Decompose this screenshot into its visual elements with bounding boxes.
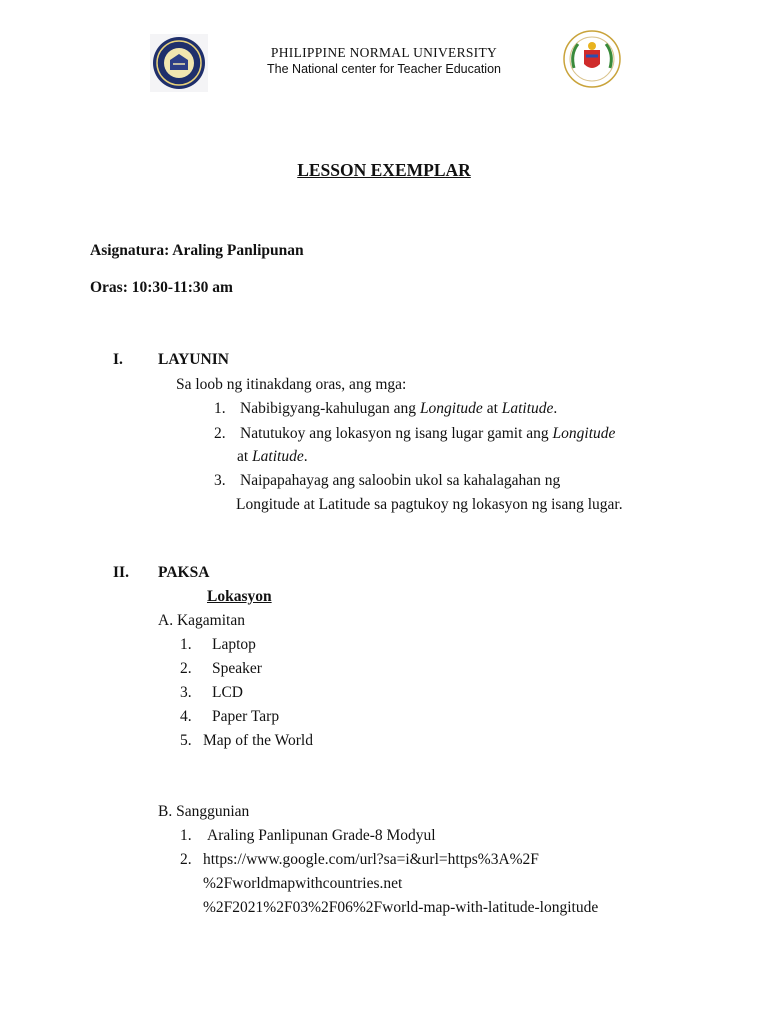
pnu-mindanao-seal-logo bbox=[560, 28, 624, 90]
material-number: 3. bbox=[180, 684, 192, 701]
objective-1-term2: Latitude bbox=[501, 400, 554, 417]
material-number: 5. bbox=[180, 732, 192, 749]
section1-numeral: I. bbox=[113, 351, 123, 368]
reference-link-line2[interactable]: %2Fworldmapwithcountries.net bbox=[203, 875, 403, 892]
university-name: PHILIPPINE NORMAL UNIVERSITY bbox=[270, 45, 498, 60]
section1-heading: LAYUNIN bbox=[158, 351, 229, 368]
reference-number: 2. bbox=[180, 851, 192, 868]
time-line: Oras: 10:30-11:30 am bbox=[90, 279, 233, 296]
objective-number: 2. bbox=[214, 425, 226, 442]
material-item: Map of the World bbox=[203, 732, 313, 749]
reference-item: Araling Panlipunan Grade-8 Modyul bbox=[207, 827, 436, 844]
references-label: B. Sanggunian bbox=[158, 803, 250, 820]
material-item: LCD bbox=[212, 684, 243, 701]
objective-3-line1: Naipapahayag ang saloobin ukol sa kahalagahan ng bbox=[240, 472, 561, 489]
materials-label: A. Kagamitan bbox=[158, 612, 245, 629]
objective-1-mid: at bbox=[482, 400, 502, 417]
objective-3-line2: Longitude at Latitude sa pagtukoy ng lokasyon ng isang lugar. bbox=[236, 496, 623, 513]
section2-heading: PAKSA bbox=[158, 564, 210, 581]
page-title: LESSON EXEMPLAR bbox=[297, 160, 471, 180]
reference-link-line3[interactable]: %2F2021%2F03%2F06%2Fworld-map-with-latitude-longitude bbox=[203, 899, 599, 916]
section1-intro: Sa loob ng itinakdang oras, ang mga: bbox=[176, 376, 407, 393]
header-text bbox=[0, 44, 768, 77]
section2-numeral: II. bbox=[113, 564, 129, 581]
university-tagline: The National center for Teacher Education bbox=[267, 62, 501, 76]
material-number: 2. bbox=[180, 660, 192, 677]
material-number: 1. bbox=[180, 636, 192, 653]
objective-2-post: . bbox=[303, 448, 308, 465]
objective-2-term1: Longitude bbox=[552, 425, 616, 442]
objective-number: 1. bbox=[214, 400, 226, 417]
objective-2-pre: Natutukoy ang lokasyon ng isang lugar gamit ang bbox=[240, 425, 553, 442]
subject-line: Asignatura: Araling Panlipunan bbox=[90, 242, 304, 259]
material-item: Laptop bbox=[212, 636, 256, 653]
material-number: 4. bbox=[180, 708, 192, 725]
topic-title: Lokasyon bbox=[207, 588, 272, 605]
objective-2-line2 bbox=[237, 447, 308, 467]
objective-1-term1: Longitude bbox=[419, 400, 483, 417]
objective-1-pre: Nabibigyang-kahulugan ang bbox=[240, 400, 420, 417]
objective-1 bbox=[240, 399, 557, 419]
objective-2-line1 bbox=[240, 424, 615, 444]
objective-number: 3. bbox=[214, 472, 226, 489]
reference-link-line1[interactable]: https://www.google.com/url?sa=i&url=https%3A%2F bbox=[203, 851, 539, 868]
objective-1-post: . bbox=[553, 400, 558, 417]
material-item: Speaker bbox=[212, 660, 262, 677]
reference-number: 1. bbox=[180, 827, 192, 844]
objective-2-mid: at bbox=[237, 448, 253, 465]
objective-2-term2: Latitude bbox=[252, 448, 304, 465]
material-item: Paper Tarp bbox=[212, 708, 280, 725]
